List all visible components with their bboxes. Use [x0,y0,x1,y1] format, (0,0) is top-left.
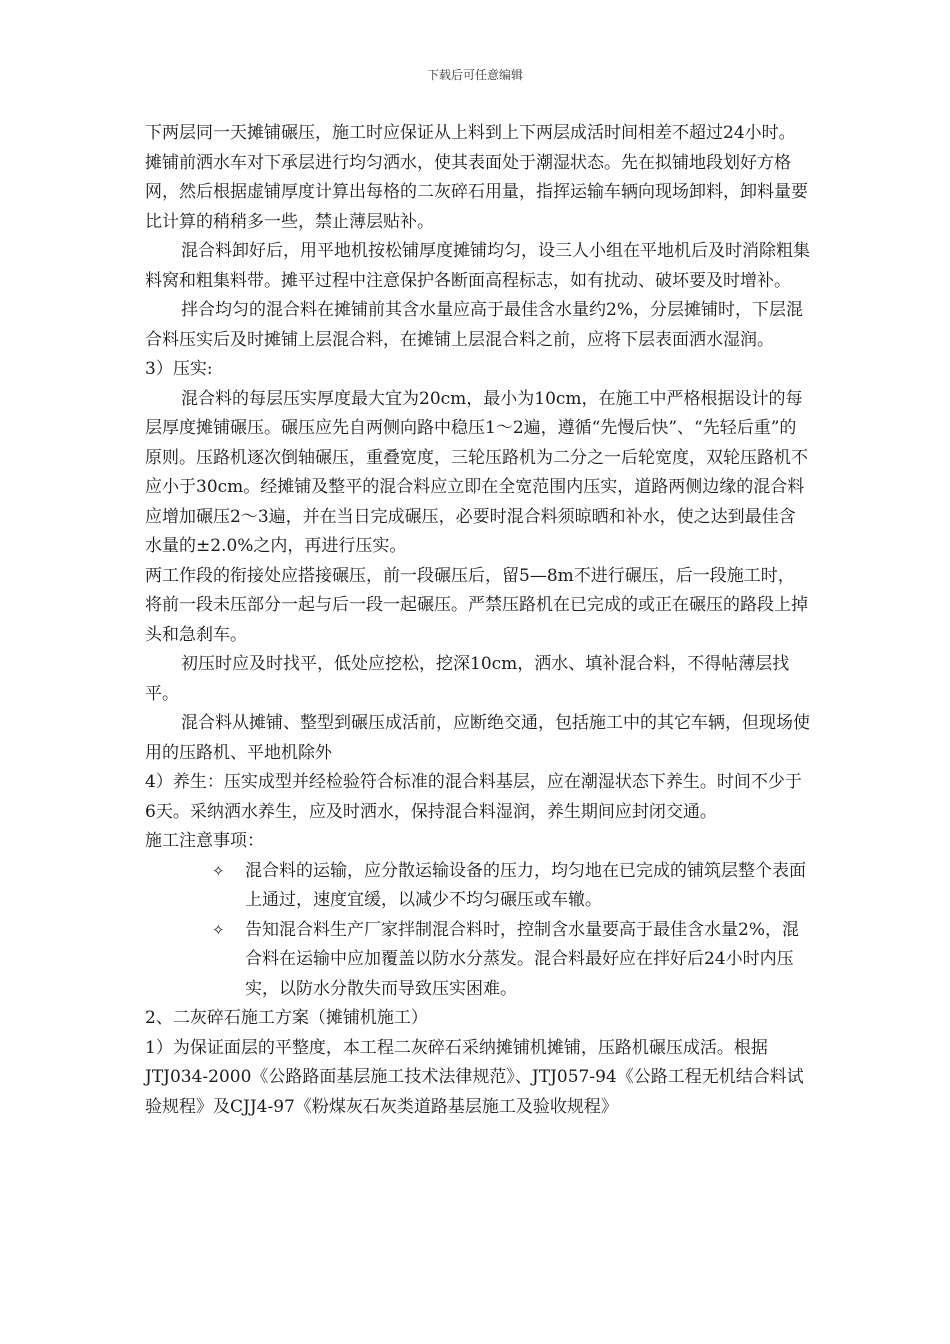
page-header: 下载后可任意编辑 [426,68,523,82]
diamond-bullet-icon: ✧ [212,920,225,939]
list-item [145,916,810,1005]
precautions-list [145,857,810,1005]
list-item-text: 告知混合料生产厂家拌制混合料时，控制含水量要高于最佳含水量2%，混合料在运输中应加覆盖以防水分蒸发。混合料最好应在拌好后24小时内压实，以防水分散失而导致压实困难。 [245,919,799,999]
list-item [145,857,810,916]
paragraph: 拌合均匀的混合料在摊铺前其含水量应高于最佳含水量约2%，分层摊铺时，下层混合料压实后及时摊铺上层混合料，在摊铺上层混合料之前，应将下层表面洒水湿润。 [145,300,803,350]
document-body [145,119,810,1122]
paragraph: 下两层同一天摊铺碾压，施工时应保证从上料到上下两层成活时间相差不超过24小时。摊铺前洒水车对下承层进行均匀洒水，使其表面处于潮湿状态。先在拟铺地段划好方格网，然后根据虚铺厚度计算出每格的二灰碎石用量，指挥运输车辆向现场卸料，卸料量要比计算的稍稍多一些，禁止薄层贴补。 [145,123,808,232]
paragraph: 两工作段的衔接处应搭接碾压，前一段碾压后，留5—8m不进行碾压，后一段施工时，将前一段未压部分一起与后一段一起碾压。严禁压路机在已完成的或正在碾压的路段上掉头和急刹车。 [145,565,808,645]
section-heading: 2、二灰碎石施工方案（摊铺机施工） [145,1008,428,1028]
paragraph: 初压时应及时找平，低处应挖松，挖深10cm，洒水、填补混合料，不得帖薄层找平。 [145,654,790,704]
section-heading: 3）压实: [145,359,213,379]
paragraph: 1）为保证面层的平整度，本工程二灰碎石采纳摊铺机摊铺，压路机碾压成活。根据JTJ034-2000《公路路面基层施工技术法律规范》、JTJ057-94《公路工程无机结合料试验规程》及CJJ4-97《粉煤灰石灰类道路基层施工及验收规程》 [145,1037,804,1117]
list-item-text: 混合料的运输，应分散运输设备的压力，均匀地在已完成的铺筑层整个表面上通过，速度宜缓，以减少不均匀碾压或车辙。 [245,860,806,910]
paragraph: 混合料卸好后，用平地机按松铺厚度摊铺均匀，设三人小组在平地机后及时消除粗集料窝和粗集料带。摊平过程中注意保护各断面高程标志，如有扰动、破坏要及时增补。 [145,241,810,291]
section-heading: 施工注意事项： [145,831,264,851]
paragraph: 混合料从摊铺、整型到碾压成活前，应断绝交通，包括施工中的其它车辆，但现场使用的压路机、平地机除外 [145,713,810,763]
paragraph: 4）养生：压实成型并经检验符合标准的混合料基层，应在潮湿状态下养生。时间不少于6天。采纳洒水养生，应及时洒水，保持混合料湿润，养生期间应封闭交通。 [145,772,802,822]
paragraph: 混合料的每层压实厚度最大宜为20cm，最小为10cm，在施工中严格根据设计的每层厚度摊铺碾压。碾压应先自两侧向路中稳压1～2遍，遵循“先慢后快”、“先轻后重”的原则。压路机逐次倒轴碾压，重叠宽度，三轮压路机为二分之一后轮宽度，双轮压路机不应小于30cm。经摊铺及整平的混合料应立即在全宽范围内压实，道路两侧边缘的混合料应增加碾压2～3遍，并在当日完成碾压，必要时混合料须晾晒和补水，使之达到最佳含水量的±2.0%之内，再进行压实。 [145,388,808,556]
diamond-bullet-icon: ✧ [212,861,225,880]
